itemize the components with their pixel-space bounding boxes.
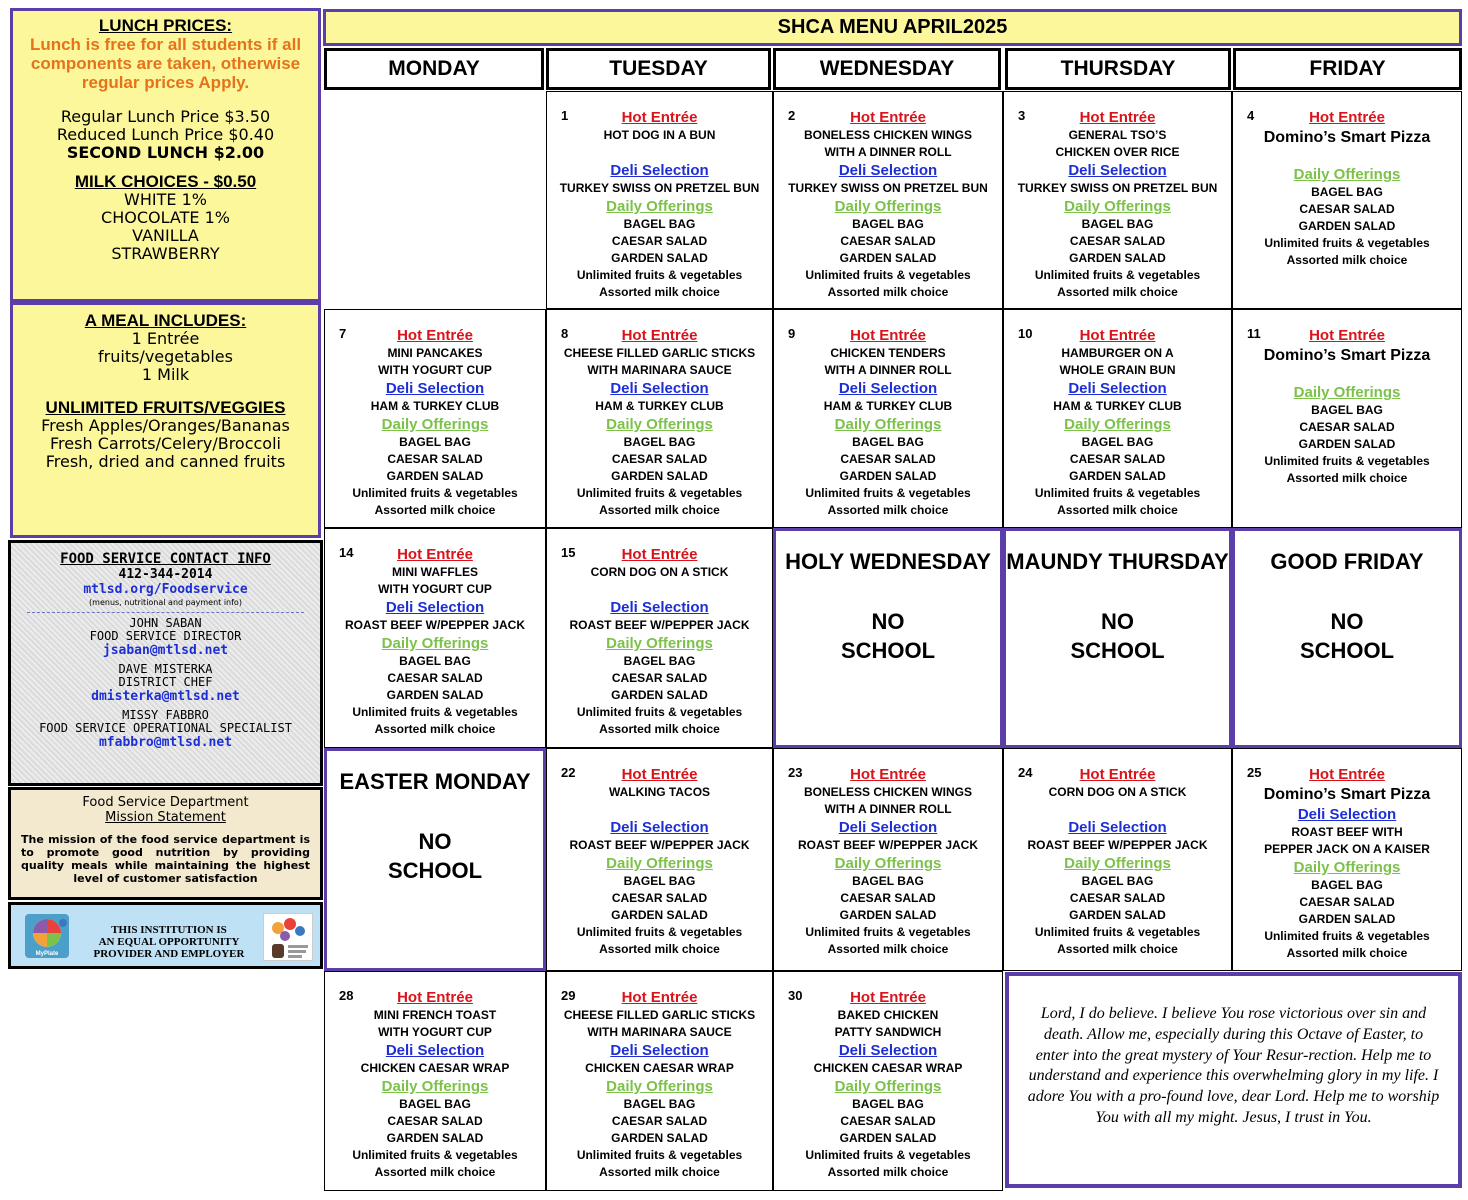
menu-item: Unlimited fruits & vegetables bbox=[1264, 236, 1430, 250]
hot-entree-label: Hot Entrée bbox=[621, 327, 698, 344]
hot-entree-label: Hot Entrée bbox=[397, 546, 473, 563]
deli-selection-label: Deli Selection bbox=[385, 380, 485, 397]
contact-phone: 412-344-2014 bbox=[118, 567, 213, 582]
menu-item: Unlimited fruits & vegetables bbox=[805, 1148, 971, 1162]
milk-choices-title: MILK CHOICES - $0.50 bbox=[74, 172, 257, 191]
day-header-thursday: THURSDAY bbox=[1005, 48, 1231, 90]
menu-item: Assorted milk choice bbox=[1286, 253, 1408, 267]
menu-item: PATTY SANDWICH bbox=[834, 1025, 942, 1039]
spacer bbox=[547, 581, 772, 598]
menu-day-cell bbox=[1232, 309, 1462, 528]
meal-item: 1 Entrée bbox=[131, 329, 200, 348]
menu-item: Unlimited fruits & vegetables bbox=[805, 925, 971, 939]
myplate-logo-icon: MyPlate bbox=[25, 914, 69, 958]
contact-role: FOOD SERVICE OPERATIONAL SPECIALIST bbox=[39, 721, 292, 735]
menu-day-cell bbox=[546, 748, 773, 971]
deli-selection-label: Deli Selection bbox=[610, 819, 709, 836]
menu-item: BAGEL BAG bbox=[852, 217, 924, 231]
menu-item: Domino’s Smart Pizza bbox=[1263, 129, 1431, 146]
menu-day-cell bbox=[1003, 748, 1232, 971]
daily-offerings-label: Daily Offerings bbox=[606, 416, 713, 433]
menu-item: BAGEL BAG bbox=[1081, 217, 1154, 231]
meal-item: fruits/vegetables bbox=[98, 347, 233, 366]
menu-day-cell bbox=[773, 971, 1003, 1191]
menu-item: CAESAR SALAD bbox=[840, 1114, 936, 1128]
menu-item: CHICKEN CAESAR WRAP bbox=[585, 1061, 734, 1075]
menu-item: GARDEN SALAD bbox=[1298, 437, 1396, 451]
menu-item: Assorted milk choice bbox=[374, 1165, 496, 1179]
menu-item: TURKEY SWISS ON PRETZEL BUN bbox=[788, 181, 988, 195]
menu-day-cell bbox=[324, 971, 546, 1191]
menu-item: Assorted milk choice bbox=[1286, 946, 1408, 960]
menu-item: CAESAR SALAD bbox=[611, 671, 708, 685]
spacer bbox=[547, 144, 772, 161]
hot-entree-label: Hot Entrée bbox=[1309, 766, 1385, 783]
menu-item: BAGEL BAG bbox=[623, 654, 696, 668]
daily-offerings-label: Daily Offerings bbox=[606, 635, 713, 652]
day-number: 23 bbox=[788, 765, 803, 780]
menu-item: HOT DOG IN A BUN bbox=[603, 128, 716, 142]
day-number: 25 bbox=[1247, 765, 1262, 780]
menu-item: BAGEL BAG bbox=[852, 874, 924, 888]
menu-item: CHEESE FILLED GARLIC STICKS bbox=[563, 1008, 756, 1022]
reduced-price: Reduced Lunch Price $0.40 bbox=[56, 125, 275, 144]
daily-offerings-label: Daily Offerings bbox=[834, 416, 942, 433]
unlimited-item: Fresh, dried and canned fruits bbox=[45, 452, 286, 471]
menu-item: Assorted milk choice bbox=[599, 285, 720, 299]
contact-email[interactable]: jsaban@mtlsd.net bbox=[102, 643, 229, 658]
free-lunch-note: Lunch is free for all students if all components are taken, otherwise regular prices Apply. bbox=[29, 35, 302, 92]
menu-item: MINI WAFFLES bbox=[392, 565, 478, 579]
daily-offerings-label: Daily Offerings bbox=[1064, 198, 1171, 215]
menu-item: CAESAR SALAD bbox=[387, 671, 483, 685]
menu-item: CHICKEN TENDERS bbox=[830, 346, 946, 360]
menu-item: MINI FRENCH TOAST bbox=[373, 1008, 497, 1022]
contact-info-panel bbox=[8, 540, 323, 786]
menu-item: Unlimited fruits & vegetables bbox=[352, 1148, 518, 1162]
menu-item: HAMBURGER ON A bbox=[1061, 346, 1174, 360]
equal-opportunity-text: THIS INSTITUTION IS AN EQUAL OPPORTUNITY PROVIDER AND EMPLOYER bbox=[93, 924, 245, 960]
menu-item: Assorted milk choice bbox=[827, 285, 949, 299]
menu-item: CAESAR SALAD bbox=[1299, 420, 1395, 434]
menu-item: WITH A DINNER ROLL bbox=[824, 145, 952, 159]
menu-item: GARDEN SALAD bbox=[611, 908, 708, 922]
menu-item: Assorted milk choice bbox=[827, 942, 949, 956]
contact-email[interactable]: dmisterka@mtlsd.net bbox=[91, 689, 240, 704]
menu-item: Assorted milk choice bbox=[827, 1165, 949, 1179]
equal-opportunity-panel bbox=[8, 902, 323, 969]
menu-item: CHICKEN OVER RICE bbox=[1055, 145, 1180, 159]
menu-item: CAESAR SALAD bbox=[1069, 234, 1166, 248]
day-number: 8 bbox=[561, 326, 569, 341]
menu-item: BAGEL BAG bbox=[1081, 435, 1154, 449]
menu-item: CORN DOG ON A STICK bbox=[1048, 785, 1187, 799]
menu-item: TURKEY SWISS ON PRETZEL BUN bbox=[1017, 181, 1218, 195]
holiday-name: GOOD FRIDAY bbox=[1270, 549, 1424, 574]
mission-statement-panel bbox=[8, 787, 323, 900]
menu-item: Unlimited fruits & vegetables bbox=[805, 486, 971, 500]
hot-entree-label: Hot Entrée bbox=[850, 766, 926, 783]
day-header-wednesday: WEDNESDAY bbox=[773, 48, 1001, 90]
menu-item: WALKING TACOS bbox=[608, 785, 711, 799]
menu-item: Unlimited fruits & vegetables bbox=[1034, 486, 1201, 500]
deli-selection-label: Deli Selection bbox=[1068, 819, 1167, 836]
menu-item: Domino’s Smart Pizza bbox=[1263, 347, 1431, 364]
menu-item: CAESAR SALAD bbox=[611, 891, 708, 905]
menu-day-cell bbox=[1003, 91, 1232, 309]
menu-item: Unlimited fruits & vegetables bbox=[1264, 929, 1430, 943]
hot-entree-label: Hot Entrée bbox=[1309, 109, 1385, 126]
hot-entree-label: Hot Entrée bbox=[1079, 109, 1156, 126]
no-school-label: NO SCHOOL bbox=[1299, 609, 1395, 663]
mission-title: Mission Statement bbox=[105, 810, 226, 825]
menu-day-cell bbox=[1232, 91, 1462, 309]
daily-offerings-label: Daily Offerings bbox=[834, 855, 942, 872]
deli-selection-label: Deli Selection bbox=[610, 162, 709, 179]
menu-item: BAGEL BAG bbox=[623, 874, 696, 888]
day-number: 9 bbox=[788, 326, 796, 341]
menu-item: TURKEY SWISS ON PRETZEL BUN bbox=[559, 181, 760, 195]
menu-item: GARDEN SALAD bbox=[1298, 219, 1396, 233]
menu-item: WITH A DINNER ROLL bbox=[824, 802, 952, 816]
meal-includes-title: A MEAL INCLUDES: bbox=[84, 311, 247, 330]
contact-name: JOHN SABAN bbox=[129, 616, 202, 630]
spacer bbox=[1233, 366, 1461, 383]
no-school-cell bbox=[1003, 528, 1232, 748]
menu-item: GENERAL TSO’S bbox=[1068, 128, 1167, 142]
holiday-name: MAUNDY THURSDAY bbox=[1006, 549, 1229, 574]
menu-item: Assorted milk choice bbox=[599, 1165, 720, 1179]
menu-item: GARDEN SALAD bbox=[839, 469, 937, 483]
day-number: 15 bbox=[561, 545, 576, 560]
menu-item: CAESAR SALAD bbox=[840, 891, 936, 905]
menu-item: Unlimited fruits & vegetables bbox=[352, 705, 518, 719]
day-number: 28 bbox=[339, 988, 354, 1003]
menu-item: Assorted milk choice bbox=[599, 503, 720, 517]
unlimited-item: Fresh Apples/Oranges/Bananas bbox=[41, 416, 290, 435]
day-number: 1 bbox=[561, 108, 569, 123]
hot-entree-label: Hot Entrée bbox=[621, 546, 698, 563]
day-header-tuesday: TUESDAY bbox=[546, 48, 771, 90]
deli-selection-label: Deli Selection bbox=[838, 1042, 938, 1059]
menu-item: GARDEN SALAD bbox=[386, 688, 484, 702]
divider bbox=[27, 612, 304, 613]
menu-item: GARDEN SALAD bbox=[1069, 251, 1166, 265]
hot-entree-label: Hot Entrée bbox=[850, 109, 926, 126]
menu-item: GARDEN SALAD bbox=[611, 251, 708, 265]
daily-offerings-label: Daily Offerings bbox=[1064, 855, 1171, 872]
day-number: 10 bbox=[1018, 326, 1033, 341]
spacer bbox=[547, 801, 772, 818]
menu-item: Assorted milk choice bbox=[1057, 942, 1178, 956]
menu-item: CORN DOG ON A STICK bbox=[590, 565, 729, 579]
menu-item: GARDEN SALAD bbox=[1069, 908, 1166, 922]
menu-item: Assorted milk choice bbox=[1057, 503, 1178, 517]
menu-item: BAGEL BAG bbox=[1311, 185, 1383, 199]
deli-selection-label: Deli Selection bbox=[1297, 806, 1397, 823]
daily-offerings-label: Daily Offerings bbox=[834, 198, 942, 215]
unlimited-item: Fresh Carrots/Celery/Broccoli bbox=[50, 434, 281, 453]
second-lunch-price: SECOND LUNCH $2.00 bbox=[66, 143, 265, 162]
menu-day-cell bbox=[773, 748, 1003, 971]
menu-item: GARDEN SALAD bbox=[611, 469, 708, 483]
daily-offerings-label: Daily Offerings bbox=[381, 416, 489, 433]
milk-option: STRAWBERRY bbox=[111, 244, 220, 263]
lunch-prices-title: LUNCH PRICES: bbox=[98, 16, 233, 35]
menu-item: BAGEL BAG bbox=[399, 1097, 471, 1111]
daily-offerings-label: Daily Offerings bbox=[1293, 166, 1401, 183]
menu-item: ROAST BEEF W/PEPPER JACK bbox=[569, 618, 750, 632]
day-number: 11 bbox=[1247, 326, 1261, 341]
menu-item: MINI PANCAKES bbox=[387, 346, 483, 360]
daily-offerings-label: Daily Offerings bbox=[381, 1078, 489, 1095]
milk-option: WHITE 1% bbox=[124, 190, 207, 209]
hot-entree-label: Hot Entrée bbox=[621, 766, 698, 783]
menu-item: HAM & TURKEY CLUB bbox=[823, 399, 953, 413]
menu-item: Assorted milk choice bbox=[1286, 471, 1408, 485]
deli-selection-label: Deli Selection bbox=[610, 1042, 709, 1059]
hot-entree-label: Hot Entrée bbox=[397, 327, 473, 344]
menu-item: PEPPER JACK ON A KAISER bbox=[1264, 842, 1430, 856]
daily-offerings-label: Daily Offerings bbox=[606, 855, 713, 872]
day-number: 29 bbox=[561, 988, 576, 1003]
day-number: 14 bbox=[339, 545, 354, 560]
menu-item: CAESAR SALAD bbox=[1069, 891, 1166, 905]
menu-item: BAGEL BAG bbox=[399, 654, 471, 668]
hot-entree-label: Hot Entrée bbox=[1309, 327, 1385, 344]
menu-item: BAGEL BAG bbox=[623, 435, 696, 449]
menu-item: CAESAR SALAD bbox=[840, 234, 936, 248]
menu-item: Unlimited fruits & vegetables bbox=[352, 486, 518, 500]
menu-item: BONELESS CHICKEN WINGS bbox=[803, 785, 972, 799]
hot-entree-label: Hot Entrée bbox=[850, 327, 926, 344]
menu-item: Assorted milk choice bbox=[599, 942, 720, 956]
deli-selection-label: Deli Selection bbox=[385, 1042, 485, 1059]
menu-day-cell bbox=[324, 309, 546, 528]
no-school-cell bbox=[1232, 528, 1462, 748]
menu-item: CAESAR SALAD bbox=[611, 1114, 708, 1128]
day-number: 7 bbox=[339, 326, 347, 341]
daily-offerings-label: Daily Offerings bbox=[1293, 859, 1401, 876]
daily-offerings-label: Daily Offerings bbox=[606, 1078, 713, 1095]
menu-item: BAGEL BAG bbox=[623, 1097, 696, 1111]
menu-item: GARDEN SALAD bbox=[1298, 912, 1396, 926]
menu-item: GARDEN SALAD bbox=[839, 1131, 937, 1145]
no-school-label: NO SCHOOL bbox=[387, 829, 483, 883]
menu-item: Unlimited fruits & vegetables bbox=[1034, 925, 1201, 939]
menu-day-cell bbox=[1232, 748, 1462, 971]
milk-option: VANILLA bbox=[132, 226, 199, 245]
menu-item: Unlimited fruits & vegetables bbox=[576, 705, 743, 719]
meal-includes-panel bbox=[10, 302, 321, 538]
daily-offerings-label: Daily Offerings bbox=[1064, 416, 1171, 433]
hot-entree-label: Hot Entrée bbox=[1079, 766, 1156, 783]
regular-price: Regular Lunch Price $3.50 bbox=[60, 107, 271, 126]
day-number: 3 bbox=[1018, 108, 1026, 123]
menu-day-cell bbox=[773, 309, 1003, 528]
daily-offerings-label: Daily Offerings bbox=[381, 635, 489, 652]
menu-item: CAESAR SALAD bbox=[1069, 452, 1166, 466]
deli-selection-label: Deli Selection bbox=[838, 819, 938, 836]
day-header-friday: FRIDAY bbox=[1233, 48, 1462, 90]
day-number: 4 bbox=[1247, 108, 1255, 123]
no-school-cell bbox=[324, 748, 546, 971]
unlimited-title: UNLIMITED FRUITS/VEGGIES bbox=[45, 398, 286, 417]
day-header-monday: MONDAY bbox=[324, 48, 544, 90]
contact-email[interactable]: mfabbro@mtlsd.net bbox=[98, 735, 233, 750]
menu-item: CAESAR SALAD bbox=[611, 234, 708, 248]
menu-item: Domino’s Smart Pizza bbox=[1263, 786, 1431, 803]
menu-item: WITH A DINNER ROLL bbox=[824, 363, 952, 377]
website-note: (menus, nutritional and payment info) bbox=[89, 598, 242, 607]
daily-offerings-label: Daily Offerings bbox=[606, 198, 713, 215]
menu-day-cell bbox=[1003, 309, 1232, 528]
menu-day-cell bbox=[324, 528, 546, 748]
menu-item: BAGEL BAG bbox=[852, 1097, 924, 1111]
deli-selection-label: Deli Selection bbox=[610, 599, 709, 616]
menu-item: Assorted milk choice bbox=[827, 503, 949, 517]
holiday-name: HOLY WEDNESDAY bbox=[785, 549, 991, 574]
spacer bbox=[1233, 148, 1461, 165]
menu-item: ROAST BEEF W/PEPPER JACK bbox=[797, 838, 979, 852]
menu-day-cell bbox=[546, 91, 773, 309]
no-school-cell bbox=[773, 528, 1003, 748]
menu-day-cell bbox=[546, 528, 773, 748]
deli-selection-label: Deli Selection bbox=[610, 380, 709, 397]
holiday-name: EASTER MONDAY bbox=[339, 769, 531, 794]
menu-item: CAESAR SALAD bbox=[387, 1114, 483, 1128]
menu-item: Unlimited fruits & vegetables bbox=[576, 268, 743, 282]
deli-selection-label: Deli Selection bbox=[838, 162, 938, 179]
menu-item: Unlimited fruits & vegetables bbox=[576, 486, 743, 500]
menu-item: CHEESE FILLED GARLIC STICKS bbox=[563, 346, 756, 360]
menu-item: Unlimited fruits & vegetables bbox=[576, 1148, 743, 1162]
menu-day-cell bbox=[773, 91, 1003, 309]
menu-item: GARDEN SALAD bbox=[1069, 469, 1166, 483]
menu-item: WHOLE GRAIN BUN bbox=[1059, 363, 1176, 377]
daily-offerings-label: Daily Offerings bbox=[1293, 384, 1401, 401]
contact-role: FOOD SERVICE DIRECTOR bbox=[89, 629, 242, 643]
menu-item: HAM & TURKEY CLUB bbox=[1053, 399, 1182, 413]
menu-item: WITH YOGURT CUP bbox=[378, 363, 492, 377]
menu-item: WITH MARINARA SAUCE bbox=[587, 363, 732, 377]
menu-item: BAKED CHICKEN bbox=[837, 1008, 939, 1022]
menu-item: GARDEN SALAD bbox=[611, 1131, 708, 1145]
menu-item: Assorted milk choice bbox=[374, 503, 496, 517]
menu-item: HAM & TURKEY CLUB bbox=[595, 399, 724, 413]
menu-item: CAESAR SALAD bbox=[387, 452, 483, 466]
menu-item: CHICKEN CAESAR WRAP bbox=[360, 1061, 510, 1075]
deli-selection-label: Deli Selection bbox=[1068, 162, 1167, 179]
menu-item: ROAST BEEF W/PEPPER JACK bbox=[569, 838, 750, 852]
menu-item: CAESAR SALAD bbox=[1299, 202, 1395, 216]
menu-item: GARDEN SALAD bbox=[839, 251, 937, 265]
contact-name: MISSY FABBRO bbox=[122, 708, 209, 722]
menu-item: Unlimited fruits & vegetables bbox=[576, 925, 743, 939]
menu-item: CAESAR SALAD bbox=[611, 452, 708, 466]
menu-item: WITH YOGURT CUP bbox=[378, 582, 492, 596]
easter-prayer: Lord, I do believe. I believe You rose victorious over sin and death. Allow me, especially during this Octave of Easter, to enter into the great mystery of Your Resur-rection. Help me to understand and experience this overwhelming glory in my life. I adore You with a pro-found love, dear Lord. Help me to worship You with all my might. Jesus, I trust in You. bbox=[1005, 972, 1462, 1188]
menu-item: GARDEN SALAD bbox=[839, 908, 937, 922]
menu-item: BAGEL BAG bbox=[1311, 878, 1383, 892]
menu-day-cell bbox=[546, 309, 773, 528]
menu-item: GARDEN SALAD bbox=[386, 469, 484, 483]
menu-item: CHICKEN CAESAR WRAP bbox=[813, 1061, 963, 1075]
hot-entree-label: Hot Entrée bbox=[850, 989, 926, 1006]
hot-entree-label: Hot Entrée bbox=[397, 989, 473, 1006]
menu-item: GARDEN SALAD bbox=[386, 1131, 484, 1145]
menu-item: Unlimited fruits & vegetables bbox=[805, 268, 971, 282]
menu-day-cell bbox=[546, 971, 773, 1191]
contact-role: DISTRICT CHEF bbox=[118, 675, 213, 689]
deli-selection-label: Deli Selection bbox=[385, 599, 485, 616]
day-number: 2 bbox=[788, 108, 796, 123]
menu-item: BONELESS CHICKEN WINGS bbox=[803, 128, 972, 142]
menu-item: HAM & TURKEY CLUB bbox=[370, 399, 500, 413]
day-number: 30 bbox=[788, 988, 803, 1003]
hot-entree-label: Hot Entrée bbox=[621, 109, 698, 126]
menu-item: BAGEL BAG bbox=[1081, 874, 1154, 888]
menu-item: ROAST BEEF W/PEPPER JACK bbox=[344, 618, 526, 632]
no-school-label: NO SCHOOL bbox=[840, 609, 936, 663]
lunch-prices-panel bbox=[10, 8, 321, 302]
deli-selection-label: Deli Selection bbox=[1068, 380, 1167, 397]
menu-item: BAGEL BAG bbox=[399, 435, 471, 449]
no-school-label: NO SCHOOL bbox=[1070, 609, 1165, 663]
deli-selection-label: Deli Selection bbox=[838, 380, 938, 397]
menu-item: BAGEL BAG bbox=[852, 435, 924, 449]
contact-name: DAVE MISTERKA bbox=[118, 662, 213, 676]
menu-item: Assorted milk choice bbox=[374, 722, 496, 736]
menu-item: ROAST BEEF WITH bbox=[1291, 825, 1403, 839]
menu-item: Assorted milk choice bbox=[599, 722, 720, 736]
mission-text: The mission of the food service department is to promote good nutrition by providing quality meals while maintaining the highest level of customer satisfaction bbox=[21, 833, 310, 885]
menu-item: CAESAR SALAD bbox=[1299, 895, 1395, 909]
menu-item: BAGEL BAG bbox=[1311, 403, 1383, 417]
menu-item: BAGEL BAG bbox=[623, 217, 696, 231]
hot-entree-label: Hot Entrée bbox=[1079, 327, 1156, 344]
milk-option: CHOCOLATE 1% bbox=[101, 208, 230, 227]
mission-department: Food Service Department bbox=[82, 795, 249, 810]
meal-item: 1 Milk bbox=[141, 365, 190, 384]
menu-item: ROAST BEEF W/PEPPER JACK bbox=[1027, 838, 1208, 852]
menu-item: WITH MARINARA SAUCE bbox=[587, 1025, 732, 1039]
hot-entree-label: Hot Entrée bbox=[621, 989, 698, 1006]
daily-offerings-label: Daily Offerings bbox=[834, 1078, 942, 1095]
food-groups-logo-icon bbox=[263, 913, 313, 961]
menu-item: WITH YOGURT CUP bbox=[378, 1025, 492, 1039]
menu-item: Assorted milk choice bbox=[1057, 285, 1178, 299]
menu-item: CAESAR SALAD bbox=[840, 452, 936, 466]
day-number: 22 bbox=[561, 765, 576, 780]
menu-item: Unlimited fruits & vegetables bbox=[1264, 454, 1430, 468]
menu-item: GARDEN SALAD bbox=[611, 688, 708, 702]
menu-item: Unlimited fruits & vegetables bbox=[1034, 268, 1201, 282]
day-number: 24 bbox=[1018, 765, 1033, 780]
website-link[interactable]: mtlsd.org/Foodservice bbox=[83, 582, 248, 597]
spacer bbox=[1004, 801, 1231, 818]
contact-title: FOOD SERVICE CONTACT INFO bbox=[60, 551, 271, 567]
menu-title: SHCA MENU APRIL2025 bbox=[323, 9, 1462, 46]
